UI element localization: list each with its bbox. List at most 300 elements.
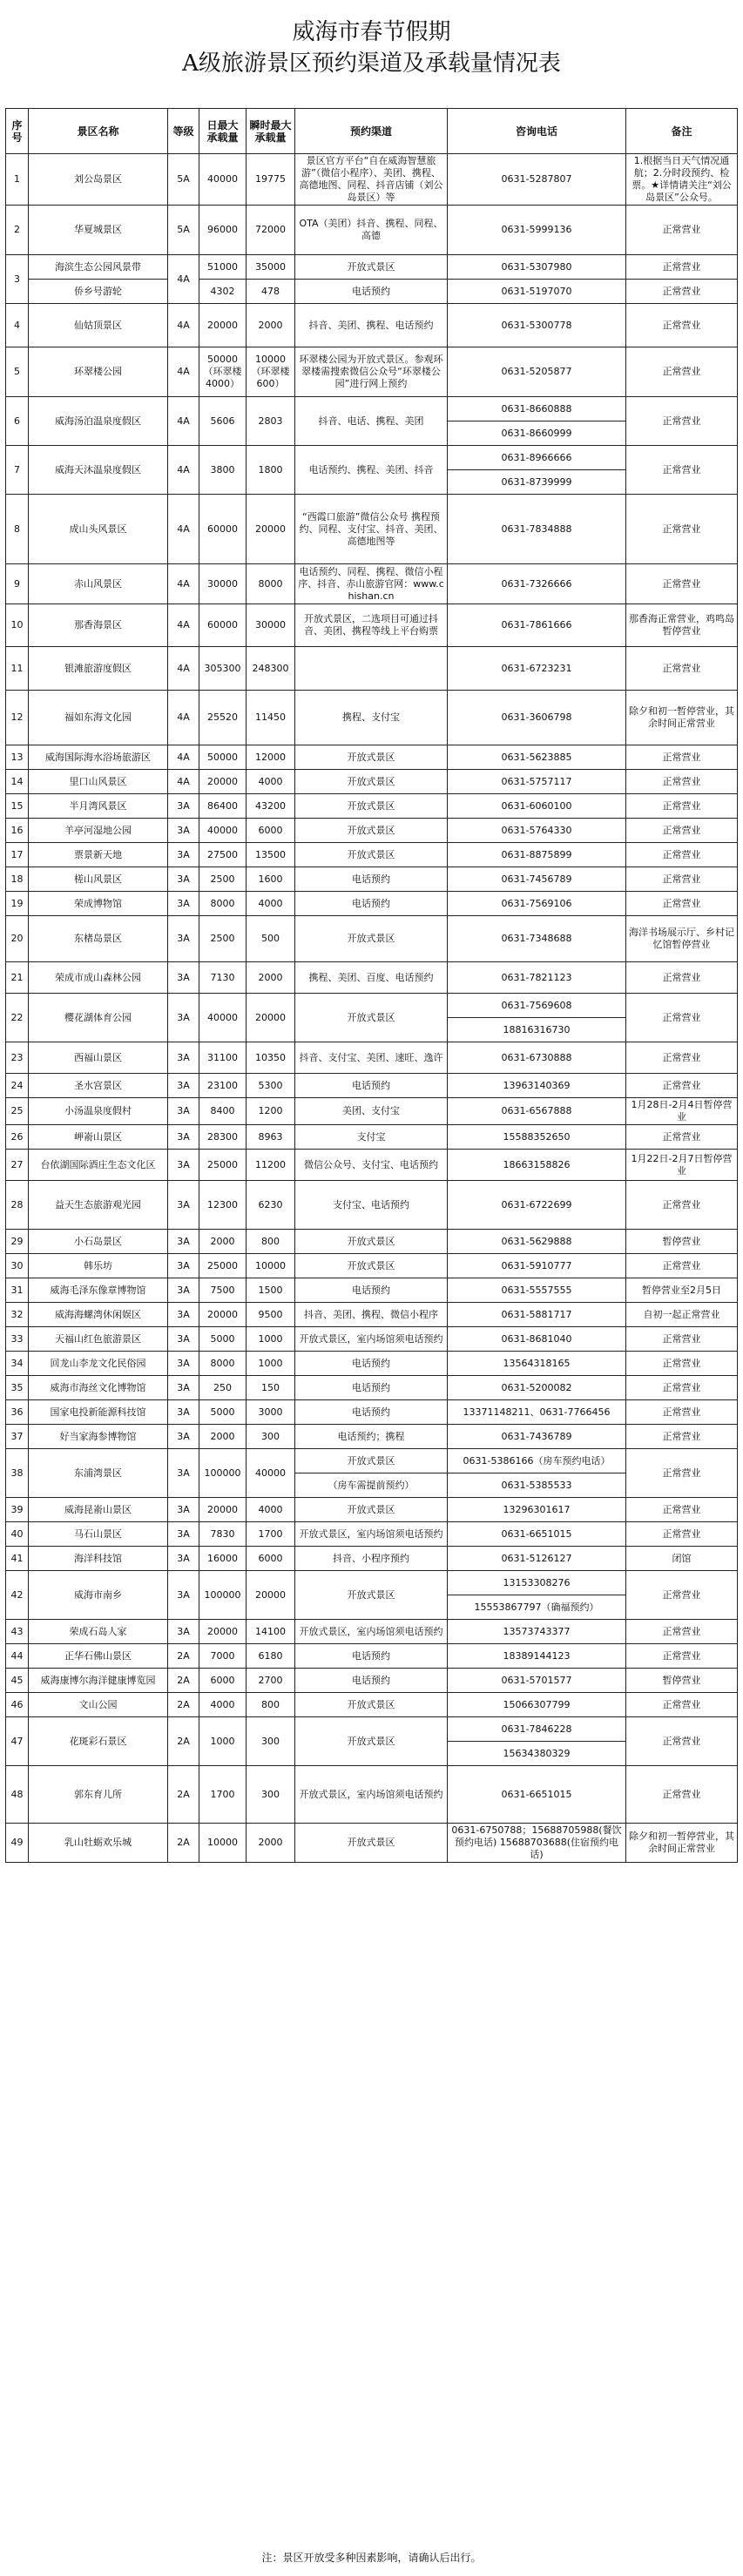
table-cell: 威海市南乡 — [29, 1571, 168, 1620]
table-cell: 50000 — [199, 745, 247, 770]
table-row — [6, 1150, 738, 1181]
table-cell: 72000 — [247, 206, 295, 255]
table-cell: 那香海景区 — [29, 604, 168, 647]
table-cell: 15588352650 — [448, 1125, 626, 1150]
table-cell: 300 — [247, 1766, 295, 1824]
table-cell: 刘公岛景区 — [29, 154, 168, 206]
table-cell: 20000 — [199, 1620, 247, 1644]
table-row — [6, 1620, 738, 1644]
table-cell: 正常营业 — [626, 770, 738, 794]
table-cell: 42 — [6, 1571, 29, 1620]
table-cell: 100000 — [199, 1571, 247, 1620]
table-cell: 13 — [6, 745, 29, 770]
table-cell: 46 — [6, 1693, 29, 1717]
table-row — [6, 604, 738, 647]
table-cell: 0631-5623885 — [448, 745, 626, 770]
table-cell: 东楮岛景区 — [29, 916, 168, 962]
table-cell: 0631-5629888 — [448, 1230, 626, 1254]
table-cell: OTA（美团）抖音、携程、同程、高德 — [295, 206, 448, 255]
table-cell: 威海毛泽东像章博物馆 — [29, 1278, 168, 1303]
table-cell: 正常营业 — [626, 745, 738, 770]
table-cell: 11200 — [247, 1150, 295, 1181]
table-cell: 0631-7861666 — [448, 604, 626, 647]
header-cell: 等级 — [168, 109, 199, 154]
table-cell: 携程、美团、百度、电话预约 — [295, 962, 448, 994]
table-cell: 3A — [168, 916, 199, 962]
table-cell: 14100 — [247, 1620, 295, 1644]
table-cell — [295, 647, 448, 691]
table-cell: 38 — [6, 1449, 29, 1498]
scenic-area-table — [5, 108, 738, 1863]
table-cell: 13564318165 — [448, 1352, 626, 1376]
table-cell: 4000 — [247, 892, 295, 916]
table-cell: 开放式景区 — [295, 843, 448, 867]
table-cell: 0631-7456789 — [448, 867, 626, 892]
table-cell: 49 — [6, 1824, 29, 1863]
table-cell: 正常营业 — [626, 1352, 738, 1376]
table-cell: 12300 — [199, 1181, 247, 1230]
table-cell: 0631-5701577 — [448, 1669, 626, 1693]
table-cell: 正常营业 — [626, 1327, 738, 1352]
table-cell: 开放式景区 — [295, 1449, 448, 1473]
table-cell: 0631-8875899 — [448, 843, 626, 867]
table-cell: 西福山景区 — [29, 1042, 168, 1074]
table-cell: 0631-8966666 — [448, 446, 626, 470]
table-row — [6, 1824, 738, 1863]
table-cell: 开放式景区，室内场馆须电话预约 — [295, 1522, 448, 1547]
table-cell: 3A — [168, 1098, 199, 1125]
table-cell: 40000 — [199, 994, 247, 1042]
table-row — [6, 1449, 738, 1473]
table-cell: 正常营业 — [626, 1425, 738, 1449]
table-cell: 13153308276 — [448, 1571, 626, 1595]
table-cell: 47 — [6, 1717, 29, 1766]
table-cell: 3800 — [199, 446, 247, 495]
table-cell: 0631-5910777 — [448, 1254, 626, 1278]
table-cell: 22 — [6, 994, 29, 1042]
table-body — [6, 154, 738, 1863]
table-cell: 30000 — [199, 564, 247, 604]
table-cell: 19775 — [247, 154, 295, 206]
table-cell: 6000 — [247, 1547, 295, 1571]
table-cell: 正常营业 — [626, 994, 738, 1042]
table-row — [6, 397, 738, 421]
table-cell: 成山头风景区 — [29, 495, 168, 564]
table-cell: 1200 — [247, 1098, 295, 1125]
table-cell: 电话预约 — [295, 1669, 448, 1693]
table-cell: 益天生态旅游观光园 — [29, 1181, 168, 1230]
table-cell: 32 — [6, 1303, 29, 1327]
table-cell: 台依湖国际酒庄生态文化区 — [29, 1150, 168, 1181]
table-cell: 微信公众号、支付宝、电话预约 — [295, 1150, 448, 1181]
table-cell: 21 — [6, 962, 29, 994]
table-cell: 24 — [6, 1074, 29, 1098]
table-row — [6, 819, 738, 843]
table-cell: 35 — [6, 1376, 29, 1400]
table-cell: 正常营业 — [626, 1400, 738, 1425]
footnote: 注：景区开放受多种因素影响，请确认后出行。 — [261, 2552, 482, 2564]
table-row — [6, 1074, 738, 1098]
table-cell: 威海康博尔海洋健康博览园 — [29, 1669, 168, 1693]
table-cell: 2A — [168, 1717, 199, 1766]
table-cell: 电话预约；携程 — [295, 1425, 448, 1449]
table-cell: 26 — [6, 1125, 29, 1150]
table-cell: 环翠楼公园为开放式景区。参观环翠楼需搜索微信公众号“环翠楼公园”进行网上预约 — [295, 347, 448, 397]
table-cell: 4000 — [247, 1498, 295, 1522]
table-cell: 7830 — [199, 1522, 247, 1547]
table-row — [6, 1376, 738, 1400]
table-header-row — [6, 109, 738, 154]
table-cell: 27 — [6, 1150, 29, 1181]
table-cell: 4A — [168, 564, 199, 604]
table-cell: 0631-6750788；15688705988(餐饮预约电话) 15688703688(住宿预约电话) — [448, 1824, 626, 1863]
table-cell: 4A — [168, 691, 199, 745]
table-cell: 开放式景区 — [295, 1571, 448, 1620]
table-row — [6, 647, 738, 691]
table-cell: 0631-5126127 — [448, 1547, 626, 1571]
table-row — [6, 1278, 738, 1303]
table-cell: 正常营业 — [626, 446, 738, 495]
page-title-line2: A级旅游景区预约渠道及承载量情况表 — [182, 51, 561, 77]
table-cell: 250 — [199, 1376, 247, 1400]
table-cell: 5 — [6, 347, 29, 397]
table-cell: 3A — [168, 1449, 199, 1498]
table-cell: 3A — [168, 1498, 199, 1522]
table-cell: 正常营业 — [626, 1571, 738, 1620]
table-cell: 小石岛景区 — [29, 1230, 168, 1254]
table-cell: 0631-8739999 — [448, 470, 626, 495]
table-cell: 10350 — [247, 1042, 295, 1074]
table-cell: 1700 — [247, 1522, 295, 1547]
table-cell: 0631-5881717 — [448, 1303, 626, 1327]
table-row — [6, 1181, 738, 1230]
table-cell: 9500 — [247, 1303, 295, 1327]
table-cell: 正常营业 — [626, 819, 738, 843]
table-cell: 1000 — [199, 1717, 247, 1766]
table-cell: 0631-5300778 — [448, 304, 626, 347]
table-cell: 4A — [168, 604, 199, 647]
table-cell: 暂停营业 — [626, 1669, 738, 1693]
table-cell: 18816316730 — [448, 1018, 626, 1042]
table-cell: 18663158826 — [448, 1150, 626, 1181]
table-cell: 8000 — [199, 1352, 247, 1376]
table-cell: 景区官方平台“自在威海智慧旅游”（微信小程序）、美团、携程、高德地图、同程、抖音店铺（刘公岛景区）等 — [295, 154, 448, 206]
table-cell: 票景新天地 — [29, 843, 168, 867]
table-cell: 0631-6723231 — [448, 647, 626, 691]
table-cell: 48 — [6, 1766, 29, 1824]
table-cell: 正常营业 — [626, 1074, 738, 1098]
table-row — [6, 1498, 738, 1522]
table-cell: 18 — [6, 867, 29, 892]
table-cell: 4302 — [199, 280, 247, 304]
table-cell: 4A — [168, 397, 199, 446]
table-cell: 开放式景区 — [295, 1824, 448, 1863]
table-cell: 正常营业 — [626, 206, 738, 255]
table-cell: 2000 — [247, 1824, 295, 1863]
table-cell: 电话预约 — [295, 867, 448, 892]
table-cell: 4A — [168, 745, 199, 770]
table-row — [6, 446, 738, 470]
table-cell: 正常营业 — [626, 397, 738, 446]
table-cell: 抖音、支付宝、美团、速旺、逸许 — [295, 1042, 448, 1074]
table-row — [6, 1125, 738, 1150]
table-cell: 2A — [168, 1693, 199, 1717]
table-cell: 0631-7569608 — [448, 994, 626, 1018]
table-cell: 4A — [168, 446, 199, 495]
table-cell: 樱花湖体育公园 — [29, 994, 168, 1042]
table-cell: 6000 — [247, 819, 295, 843]
table-cell: 正常营业 — [626, 280, 738, 304]
table-cell: 自初一起正常营业 — [626, 1303, 738, 1327]
table-cell: 31 — [6, 1278, 29, 1303]
table-cell: 4A — [168, 347, 199, 397]
table-cell: 好当家海参博物馆 — [29, 1425, 168, 1449]
table-cell: 正常营业 — [626, 1766, 738, 1824]
header-cell: 序号 — [6, 109, 29, 154]
table-cell: 开放式景区 — [295, 794, 448, 819]
table-cell: 华夏城景区 — [29, 206, 168, 255]
table-cell: 抖音、电话、携程、美团 — [295, 397, 448, 446]
table-row — [6, 994, 738, 1018]
table-cell: 1000 — [247, 1352, 295, 1376]
table-row — [6, 1766, 738, 1824]
table-cell: 威海国际海水浴场旅游区 — [29, 745, 168, 770]
table-cell: 正常营业 — [626, 794, 738, 819]
table-cell: 正常营业 — [626, 347, 738, 397]
table-cell: 2A — [168, 1669, 199, 1693]
table-cell: 正常营业 — [626, 1254, 738, 1278]
table-cell: 20000 — [199, 304, 247, 347]
table-row — [6, 347, 738, 397]
table-cell: “西霞口旅游”微信公众号 携程预约、同程、支付宝、抖音、美团、高德地图等 — [295, 495, 448, 564]
table-cell: 40000 — [199, 819, 247, 843]
table-cell: 12000 — [247, 745, 295, 770]
table-cell: 0631-5307980 — [448, 255, 626, 280]
table-cell: 0631-8660999 — [448, 421, 626, 446]
table-cell: 60000 — [199, 495, 247, 564]
table-row — [6, 1571, 738, 1595]
table-cell: 478 — [247, 280, 295, 304]
table-cell: 开放式景区，二选项目可通过抖音、美团、携程等线上平台购票 — [295, 604, 448, 647]
table-cell: 13500 — [247, 843, 295, 867]
table-cell: 10000 — [199, 1824, 247, 1863]
table-cell: 开放式景区 — [295, 1693, 448, 1717]
table-row — [6, 1717, 738, 1742]
table-cell: 1600 — [247, 867, 295, 892]
table-cell: 威海海螺湾休闲娱区 — [29, 1303, 168, 1327]
table-cell: 海洋书场展示厅、乡村记忆馆暂停营业 — [626, 916, 738, 962]
table-cell: 2803 — [247, 397, 295, 446]
table-cell: 开放式景区 — [295, 1717, 448, 1766]
table-cell: 0631-7326666 — [448, 564, 626, 604]
table-cell: 1800 — [247, 446, 295, 495]
table-cell: 2500 — [199, 867, 247, 892]
table-cell: 0631-7348688 — [448, 916, 626, 962]
table-cell: 仙姑顶景区 — [29, 304, 168, 347]
table-cell: 40000 — [247, 1449, 295, 1498]
table-cell: 羊亭河湿地公园 — [29, 819, 168, 843]
table-cell: 海洋科技馆 — [29, 1547, 168, 1571]
table-cell: 银滩旅游度假区 — [29, 647, 168, 691]
table-cell: 50000（环翠楼4000） — [199, 347, 247, 397]
table-cell: 0631-7821123 — [448, 962, 626, 994]
table-cell: 3A — [168, 1522, 199, 1547]
table-cell: 抖音、小程序预约 — [295, 1547, 448, 1571]
table-cell: 1500 — [247, 1278, 295, 1303]
table-cell: 5000 — [199, 1327, 247, 1352]
table-cell: 抖音、美团、携程、微信小程序 — [295, 1303, 448, 1327]
table-cell: 正常营业 — [626, 1498, 738, 1522]
table-cell: 电话预约 — [295, 1074, 448, 1098]
table-cell: 800 — [247, 1693, 295, 1717]
table-cell: 300 — [247, 1717, 295, 1766]
table-cell: 6180 — [247, 1644, 295, 1669]
table-cell: 40 — [6, 1522, 29, 1547]
table-cell: 8963 — [247, 1125, 295, 1150]
table-row — [6, 1352, 738, 1376]
table-cell: 马石山景区 — [29, 1522, 168, 1547]
table-row — [6, 1693, 738, 1717]
table-cell: 0631-5999136 — [448, 206, 626, 255]
table-cell: 0631-5200082 — [448, 1376, 626, 1400]
table-cell: 4A — [168, 770, 199, 794]
table-cell: 正常营业 — [626, 843, 738, 867]
table-cell: 正常营业 — [626, 892, 738, 916]
table-cell: 51000 — [199, 255, 247, 280]
table-cell: 1 — [6, 154, 29, 206]
table-cell: 正常营业 — [626, 962, 738, 994]
table-cell: 0631-5205877 — [448, 347, 626, 397]
table-cell: 150 — [247, 1376, 295, 1400]
table-cell: 东浦湾景区 — [29, 1449, 168, 1498]
table-cell: 3A — [168, 1074, 199, 1098]
table-cell: 7 — [6, 446, 29, 495]
table-cell: 1000 — [247, 1327, 295, 1352]
table-cell: 305300 — [199, 647, 247, 691]
table-cell: 电话预约 — [295, 1376, 448, 1400]
table-cell: 3A — [168, 794, 199, 819]
table-cell: 1月28日-2月4日暂停营业 — [626, 1098, 738, 1125]
table-cell: 27500 — [199, 843, 247, 867]
table-cell: 开放式景区 — [295, 255, 448, 280]
table-cell: 13573743377 — [448, 1620, 626, 1644]
table-cell: 14 — [6, 770, 29, 794]
table-cell: 荣成石岛人家 — [29, 1620, 168, 1644]
table-cell: 7130 — [199, 962, 247, 994]
table-cell: 正常营业 — [626, 1522, 738, 1547]
table-cell: 13963140369 — [448, 1074, 626, 1098]
table-cell: 正华石佛山景区 — [29, 1644, 168, 1669]
table-cell: 4000 — [199, 1693, 247, 1717]
table-cell: 0631-5557555 — [448, 1278, 626, 1303]
page-title-line1: 威海市春节假期 — [292, 19, 451, 45]
table-cell: 25000 — [199, 1150, 247, 1181]
table-cell: 0631-7436789 — [448, 1425, 626, 1449]
table-row — [6, 495, 738, 564]
table-cell: 30000 — [247, 604, 295, 647]
table-cell: 60000 — [199, 604, 247, 647]
table-cell: 开放式景区，室内场馆须电话预约 — [295, 1620, 448, 1644]
header-cell: 预约渠道 — [295, 109, 448, 154]
table-cell: 10000 — [247, 1254, 295, 1278]
table-row — [6, 280, 738, 304]
table-cell: 正常营业 — [626, 647, 738, 691]
header-cell: 瞬时最大承载量 — [247, 109, 295, 154]
table-row — [6, 794, 738, 819]
table-cell: 3A — [168, 867, 199, 892]
table-cell: 6 — [6, 397, 29, 446]
table-cell: 3A — [168, 1125, 199, 1150]
table-cell: 正常营业 — [626, 1717, 738, 1766]
table-cell: 0631-6651015 — [448, 1766, 626, 1824]
table-cell: 41 — [6, 1547, 29, 1571]
table-row — [6, 892, 738, 916]
table-cell: 3A — [168, 1181, 199, 1230]
table-cell: 乳山牡蛎欢乐城 — [29, 1824, 168, 1863]
table-cell: 槎山风景区 — [29, 867, 168, 892]
table-cell: 39 — [6, 1498, 29, 1522]
table-cell: 荣成博物馆 — [29, 892, 168, 916]
table-cell: 20000 — [199, 1303, 247, 1327]
table-row — [6, 843, 738, 867]
table-cell: 0631-6060100 — [448, 794, 626, 819]
table-cell: 1700 — [199, 1766, 247, 1824]
table-row — [6, 1425, 738, 1449]
header-cell: 咨询电话 — [448, 109, 626, 154]
table-cell: 威海昆嵛山景区 — [29, 1498, 168, 1522]
table-cell: 1.根据当日天气情况通航；2.分时段预约、检票。★详情请关注“刘公岛景区”公众号。 — [626, 154, 738, 206]
table-cell: 闭馆 — [626, 1547, 738, 1571]
table-cell: 33 — [6, 1327, 29, 1352]
table-cell: 0631-7569106 — [448, 892, 626, 916]
table-cell: 4A — [168, 647, 199, 691]
table-cell: 正常营业 — [626, 1644, 738, 1669]
table-cell: 13371148211、0631-7766456 — [448, 1400, 626, 1425]
table-cell: 开放式景区 — [295, 1498, 448, 1522]
table-cell: 29 — [6, 1230, 29, 1254]
table-cell: 0631-7834888 — [448, 495, 626, 564]
table-cell: 500 — [247, 916, 295, 962]
table-cell: 35000 — [247, 255, 295, 280]
table-cell: 开放式景区，室内场馆须电话预约 — [295, 1327, 448, 1352]
table-cell: 0631-5764330 — [448, 819, 626, 843]
table-cell: 0631-7846228 — [448, 1717, 626, 1742]
table-cell: 3A — [168, 892, 199, 916]
table-cell: 电话预约 — [295, 1278, 448, 1303]
table-cell: 3A — [168, 1620, 199, 1644]
table-cell: 赤山风景区 — [29, 564, 168, 604]
table-cell: 郭东育儿所 — [29, 1766, 168, 1824]
table-cell: 0631-5757117 — [448, 770, 626, 794]
table-cell: 3A — [168, 1150, 199, 1181]
table-cell: 美团、支付宝 — [295, 1098, 448, 1125]
table-cell: 800 — [247, 1230, 295, 1254]
table-cell: 正常营业 — [626, 867, 738, 892]
table-cell: 3A — [168, 819, 199, 843]
table-row — [6, 1547, 738, 1571]
table-cell: 海滨生态公园风景带 — [29, 255, 168, 280]
table-cell: 电话预约 — [295, 280, 448, 304]
table-row — [6, 154, 738, 206]
table-cell: 44 — [6, 1644, 29, 1669]
table-cell: 2A — [168, 1824, 199, 1863]
table-cell: 2000 — [247, 304, 295, 347]
table-cell: 荣成市成山森林公园 — [29, 962, 168, 994]
table-cell: 0631-5385533 — [448, 1473, 626, 1498]
table-cell: 13296301617 — [448, 1498, 626, 1522]
header-cell: 备注 — [626, 109, 738, 154]
table-cell: 9 — [6, 564, 29, 604]
